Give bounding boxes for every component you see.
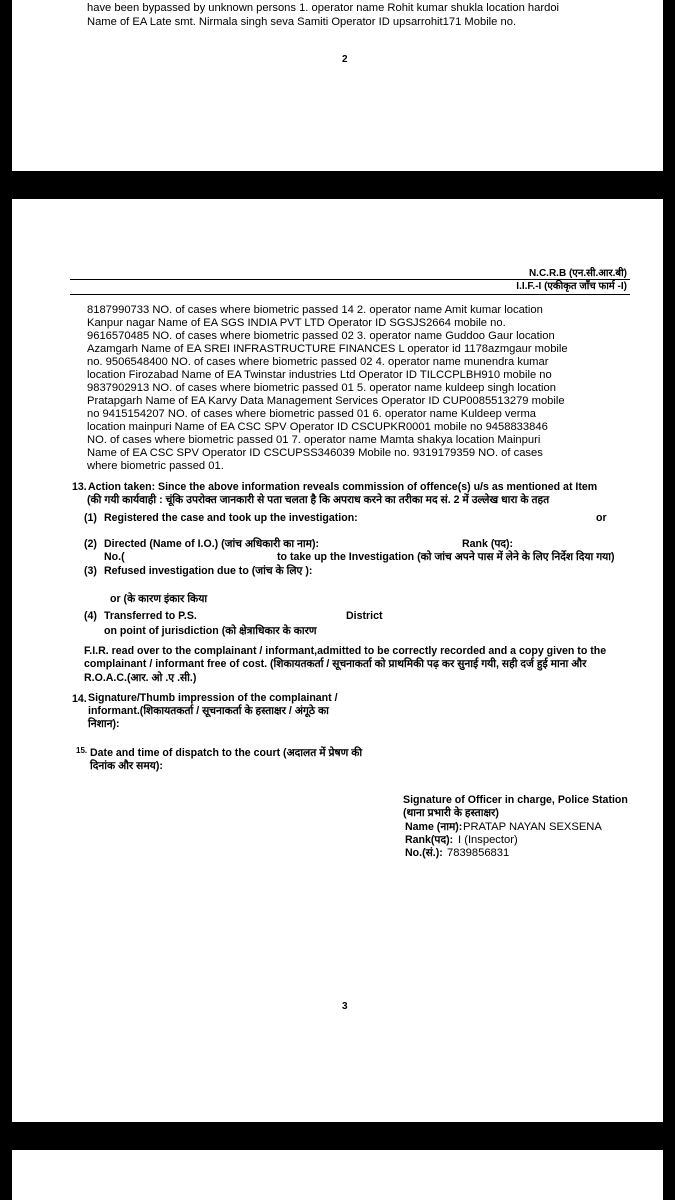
registered-case-text: Registered the case and took up the investigation:: [104, 512, 358, 524]
officer-rank: I (Inspector): [458, 834, 518, 846]
text-line: no 9415154207 NO. of cases where biometric passed 01 6. operator name Kuldeep verma: [87, 408, 537, 420]
no-label: No.(: [104, 551, 125, 563]
iif-form-header: I.I.F.-I (एकीकृत जाँच फार्म -I): [516, 281, 627, 292]
text-line: 9616570485 NO. of cases where biometric passed 02 3. operator name Guddoo Gaur location: [87, 330, 555, 342]
text-line: 8187990733 NO. of cases where biometric passed 14 2. operator name Amit kumar location: [87, 304, 543, 316]
transferred-ps-text: Transferred to P.S.: [104, 610, 197, 622]
page-number: 2: [342, 54, 348, 65]
text-line: location mainpuri Name of EA CSC SPV Operator ID CSCUPKR0001 mobile no 9458833846: [87, 421, 548, 433]
action-taken-hindi: (की गयी कार्यवाही : चूंकि उपरोक्त जानकारी से पता चलता है कि अपराध करने का तरीका मद सं. 2 में उल्लेख धारा के तहत: [87, 494, 550, 506]
item-4-number: (4): [84, 610, 97, 622]
fir-line-2: complainant / informant free of cost. (शिकायतकर्ता / सूचनाकर्ता को प्राथमिकी पढ़ कर सुनाई गयी, सही दर्ज हुई माना और: [84, 658, 587, 670]
dispatch-date-line-1: Date and time of dispatch to the court (अदालत में प्रेषण की: [90, 747, 363, 759]
text-line: location Firozabad Name of EA Twinstar industries Ltd Operator ID TILCCPLBH910 mobile no: [87, 369, 552, 381]
item-1-number: (1): [84, 512, 97, 524]
signature-complainant-line-2: informant.(शिकायतकर्ता / सूचनाकर्ता के हस्ताक्षर / अंगूठे का: [88, 705, 329, 717]
officer-name: PRATAP NAYAN SEXSENA: [463, 821, 602, 833]
text-line: NO. of cases where biometric passed 01 7. operator name Mamta shakya location Mainpuri: [87, 434, 541, 446]
or-reason-text: or (के कारण इंकार किया: [110, 593, 208, 605]
document-page-2: [12, 0, 663, 171]
section-14-number: 14.: [72, 693, 87, 705]
text-line: Name of EA CSC SPV Operator ID CSCUPSS346039 Mobile no. 9319179359 NO. of cases: [87, 447, 543, 459]
page2-line-2: Name of EA Late smt. Nirmala singh seva Samiti Operator ID upsarrohit171 Mobile no.: [87, 16, 517, 28]
officer-number: 7839856831: [447, 847, 510, 859]
page-number-bottom: 3: [342, 1001, 348, 1012]
ncrb-header: N.C.R.B (एन.सी.आर.बी): [528, 268, 627, 279]
header-rule-bottom: [70, 294, 630, 295]
section-13-number: 13.: [72, 481, 87, 493]
page2-line-1: have been bypassed by unknown persons 1. operator name Rohit kumar shukla location hardoi: [87, 2, 560, 14]
take-up-investigation-text: to take up the Investigation (को जांच अपने पास में लेने के लिए निर्देश दिया गया): [277, 551, 615, 563]
action-taken-line: Action taken: Since the above information reveals commission of offence(s) u/s as mentioned at Item: [88, 481, 598, 493]
item-2-number: (2): [84, 538, 97, 550]
officer-no-label: No.(सं.):: [405, 847, 443, 859]
text-line: Kanpur nagar Name of EA SGS INDIA PVT LTD Operator ID SGSJS2664 mobile no.: [87, 317, 506, 329]
text-line: Pratapgarh Name of EA Karvy Data Management Services Operator ID CUP0085513279 mobile: [87, 395, 565, 407]
or-label: or: [596, 512, 607, 524]
document-page-3: [12, 199, 663, 1122]
district-label: District: [346, 610, 383, 622]
officer-name-label: Name (नाम):: [405, 821, 463, 833]
fir-line-1: F.I.R. read over to the complainant / informant,admitted to be correctly recorded and a copy given to the: [84, 645, 607, 657]
text-line: no. 9506548400 NO. of cases where biometric passed 02 4. operator name munendra kumar: [87, 356, 549, 368]
fir-line-3: R.O.A.C.(आर. ओ .ए .सी.): [84, 672, 197, 684]
rank-label: Rank (पद):: [462, 538, 514, 550]
signature-complainant-line-3: निशान):: [88, 718, 120, 730]
document-page-4: [12, 1150, 663, 1200]
item-3-number: (3): [84, 565, 97, 577]
directed-io-text: Directed (Name of I.O.) (जांच अधिकारी का नाम):: [104, 538, 320, 550]
dispatch-date-line-2: दिनांक और समय):: [90, 760, 163, 772]
text-line: 9837902913 NO. of cases where biometric passed 01 5. operator name kuldeep singh location: [87, 382, 556, 394]
refused-investigation-text: Refused investigation due to (जांच के लिए ):: [104, 565, 313, 577]
section-15-number: 15.: [76, 746, 88, 755]
text-line: Azamgarh Name of EA SREI INFRASTRUCTURE FINANCES L operator id 1178azmgaur mobile: [87, 343, 568, 355]
signature-complainant-line-1: Signature/Thumb impression of the complainant /: [88, 692, 338, 704]
officer-signature-title-hindi: (थाना प्रभारी के हस्ताक्षर): [403, 807, 499, 819]
jurisdiction-text: on point of jurisdiction (को क्षेत्राधिकार के कारण: [104, 625, 317, 637]
officer-signature-title: Signature of Officer in charge, Police Station: [403, 794, 628, 806]
officer-rank-label: Rank(पद):: [405, 834, 454, 846]
text-line: where biometric passed 01.: [87, 460, 224, 472]
